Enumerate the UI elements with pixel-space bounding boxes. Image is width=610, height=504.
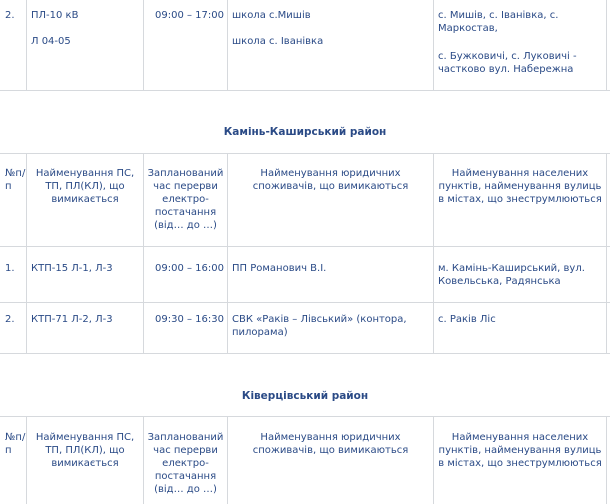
section-title: Ківерцівський район bbox=[241, 390, 369, 402]
column-divider bbox=[606, 416, 607, 504]
header-consumers: Найменування юридичних bbox=[260, 432, 401, 443]
header-number: №п/ bbox=[5, 168, 26, 179]
ps-name: ПЛ-10 кВ bbox=[31, 10, 79, 21]
ps-name: Л 04-05 bbox=[31, 36, 71, 47]
header-time: електро- bbox=[162, 194, 209, 205]
header-time: час перерви bbox=[153, 181, 218, 192]
header-time: електро- bbox=[162, 458, 209, 469]
row-divider bbox=[0, 302, 610, 303]
column-divider bbox=[227, 416, 228, 504]
header-settlements: пунктів, найменування вулиць bbox=[438, 181, 602, 192]
header-consumers: споживачів, що вимикаються bbox=[252, 181, 409, 192]
row-number: 2. bbox=[5, 314, 15, 325]
header-ps: вимикається bbox=[51, 458, 119, 469]
header-time: Запланований bbox=[147, 168, 224, 179]
header-settlements: Найменування населених bbox=[451, 432, 589, 443]
header-consumers: споживачів, що вимикаються bbox=[252, 445, 409, 456]
row-divider bbox=[0, 90, 610, 91]
settlement-list: с. Бужковичі, с. Луковичі - bbox=[438, 51, 577, 62]
header-settlements: в містах, що знеструмлюються bbox=[438, 194, 602, 205]
outage-time: 09:00 – 16:00 bbox=[155, 263, 224, 274]
settlement-list: частково вул. Набережна bbox=[438, 64, 574, 75]
column-divider bbox=[606, 0, 607, 90]
column-divider bbox=[143, 0, 144, 90]
settlement-list: с. Раків Ліс bbox=[438, 314, 496, 325]
consumer-name: ПП Романович В.І. bbox=[232, 263, 327, 274]
header-number: п bbox=[5, 181, 12, 192]
ps-name: КТП-71 Л-2, Л-3 bbox=[31, 314, 113, 325]
header-ps: вимикається bbox=[51, 194, 119, 205]
column-divider bbox=[26, 0, 27, 90]
header-number: №п/ bbox=[5, 432, 26, 443]
row-divider bbox=[0, 416, 610, 417]
header-settlements: пунктів, найменування вулиць bbox=[438, 445, 602, 456]
settlement-list: с. Мишів, с. Іванівка, с. bbox=[438, 10, 559, 21]
section-title: Камінь-Каширський район bbox=[223, 126, 387, 138]
column-divider bbox=[433, 0, 434, 90]
header-time: постачання bbox=[154, 471, 217, 482]
row-divider bbox=[0, 353, 610, 354]
ps-name: КТП-15 Л-1, Л-3 bbox=[31, 263, 113, 274]
row-number: 1. bbox=[5, 263, 15, 274]
header-ps: Найменування ПС, bbox=[35, 432, 135, 443]
header-time: постачання bbox=[154, 207, 217, 218]
settlement-list: Маркостав, bbox=[438, 23, 498, 34]
outage-time: 09:30 – 16:30 bbox=[155, 314, 224, 325]
row-divider bbox=[0, 153, 610, 154]
settlement-list: м. Камінь-Каширський, вул. bbox=[438, 263, 585, 274]
consumer-name: школа с.Мишів bbox=[232, 10, 311, 21]
row-number: 2. bbox=[5, 10, 15, 21]
column-divider bbox=[227, 0, 228, 90]
header-consumers: Найменування юридичних bbox=[260, 168, 401, 179]
header-time: час перерви bbox=[153, 445, 218, 456]
header-settlements: Найменування населених bbox=[451, 168, 589, 179]
header-ps: Найменування ПС, bbox=[35, 168, 135, 179]
header-ps: ТП, ПЛ(КЛ), що bbox=[45, 181, 125, 192]
consumer-name: СВК «Раків – Лівський» (контора, bbox=[232, 314, 407, 325]
outage-time: 09:00 – 17:00 bbox=[155, 10, 224, 21]
header-time: (від… до …) bbox=[154, 220, 217, 231]
header-settlements: в містах, що знеструмлюються bbox=[438, 458, 602, 469]
header-time: (від… до …) bbox=[154, 484, 217, 495]
consumer-name: пилорама) bbox=[232, 327, 288, 338]
settlement-list: Ковельська, Радянська bbox=[438, 276, 561, 287]
header-number: п bbox=[5, 445, 12, 456]
consumer-name: школа с. Іванівка bbox=[232, 36, 324, 47]
header-time: Запланований bbox=[147, 432, 224, 443]
column-divider bbox=[606, 153, 607, 353]
header-ps: ТП, ПЛ(КЛ), що bbox=[45, 445, 125, 456]
row-divider bbox=[0, 246, 610, 247]
